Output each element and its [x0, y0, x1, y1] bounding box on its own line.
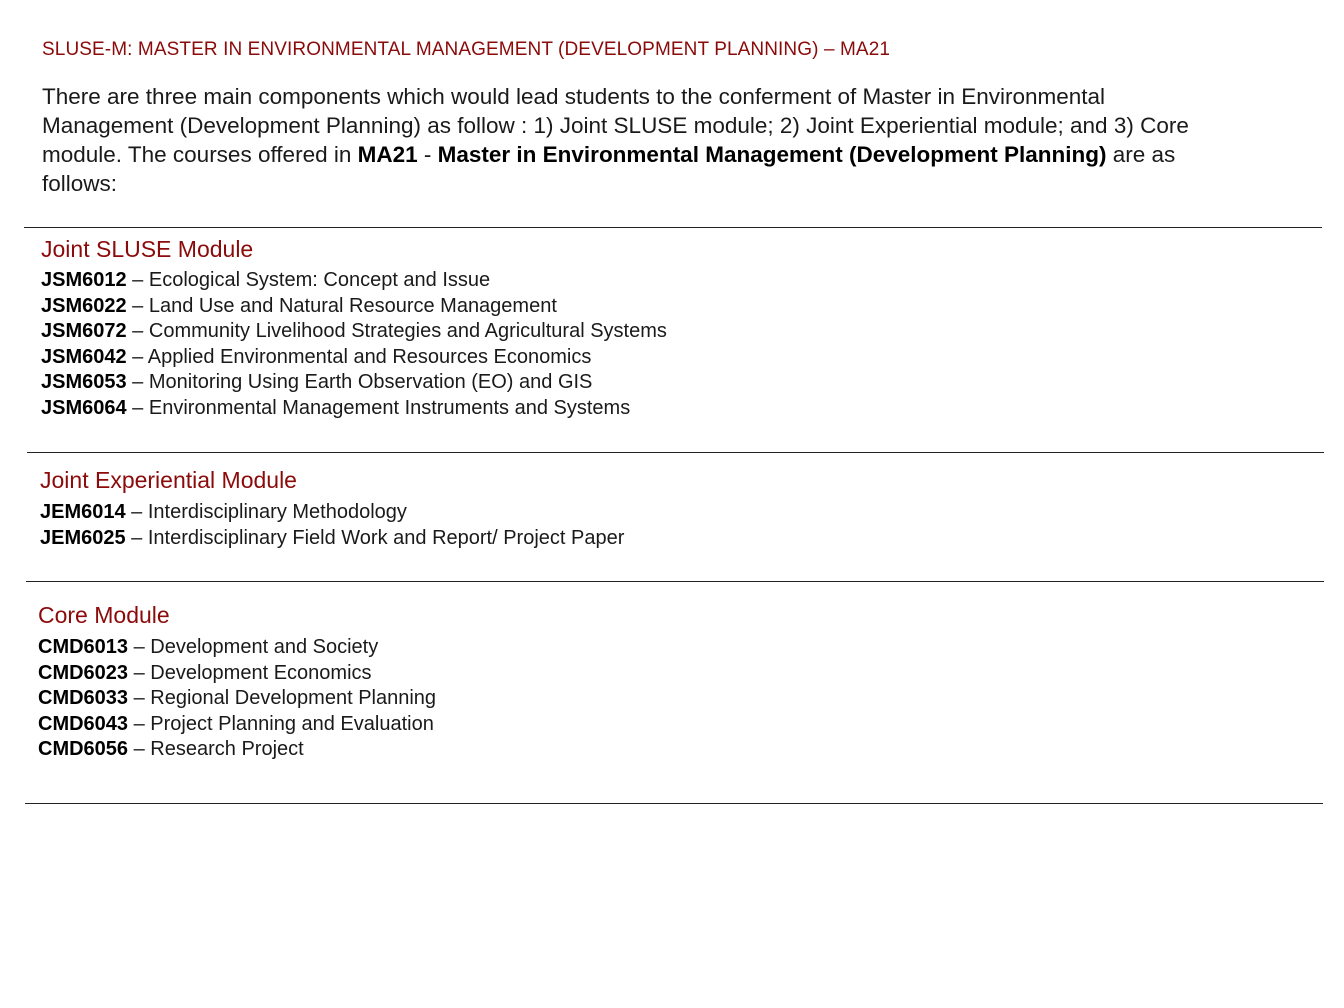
course-code: JEM6014: [40, 501, 126, 523]
course-name: Research Project: [150, 738, 304, 761]
course-code: CMD6013: [38, 636, 129, 658]
course-separator: –: [126, 269, 149, 291]
divider-experiential-core: [26, 581, 1324, 582]
course-list: [40, 500, 624, 551]
course-separator: –: [128, 738, 151, 761]
section-title: Core Module: [38, 602, 170, 628]
divider-sluse-experiential: [27, 452, 1324, 453]
course-name: Land Use and Natural Resource Management: [148, 294, 557, 317]
course-separator: –: [125, 501, 148, 523]
course-code: JEM6025: [40, 526, 126, 549]
program-name: Master in Environmental Management (Development Planning): [437, 142, 1107, 167]
course-name: Development and Society: [150, 636, 379, 658]
course-separator: –: [126, 294, 149, 317]
section-title: Joint Experiential Module: [40, 467, 297, 493]
course-code: CMD6043: [38, 712, 129, 735]
course-separator: –: [128, 712, 151, 735]
course-name: Ecological System: Concept and Issue: [148, 269, 491, 291]
course-code: JSM6064: [41, 396, 127, 419]
course-name: Environmental Management Instruments and Systems: [148, 396, 631, 419]
course-name: Interdisciplinary Field Work and Report/ Project Paper: [147, 526, 625, 549]
list-item: [40, 526, 624, 552]
course-list: [41, 268, 667, 422]
list-item: [38, 635, 436, 661]
course-code: JSM6042: [41, 345, 127, 368]
course-code: JSM6022: [41, 294, 127, 317]
program-code: MA21: [357, 142, 418, 167]
course-separator: –: [125, 526, 148, 549]
course-code: CMD6056: [38, 738, 129, 761]
list-item: [41, 345, 667, 371]
course-separator: –: [126, 371, 149, 394]
intro-dash: -: [417, 142, 438, 167]
list-item: [41, 319, 667, 345]
list-item: [38, 737, 436, 763]
course-separator: –: [128, 636, 151, 658]
course-name: Applied Environmental and Resources Economics: [147, 345, 592, 368]
intro-text-end: are as follows:: [42, 142, 1176, 196]
intro-text-start: There are three main components which would lead students to the conferment of Master in Environmental Management (Development Planning) as follow : 1) Joint SLUSE module; 2) Joint Experiential module; and 3) Core module. The courses offered in: [42, 84, 1189, 167]
course-code: JSM6072: [41, 320, 127, 343]
divider-top: [24, 227, 1322, 228]
list-item: [38, 686, 436, 712]
course-name: Regional Development Planning: [150, 687, 437, 710]
course-code: JSM6053: [41, 371, 127, 394]
course-separator: –: [128, 661, 151, 684]
list-item: [41, 370, 667, 396]
list-item: [40, 500, 624, 526]
list-item: [41, 396, 667, 422]
course-name: Monitoring Using Earth Observation (EO) and GIS: [148, 371, 593, 394]
course-code: CMD6023: [38, 661, 129, 684]
page-title: SLUSE-M: MASTER IN ENVIRONMENTAL MANAGEMENT (DEVELOPMENT PLANNING) – MA21: [42, 39, 891, 60]
section-title: Joint SLUSE Module: [41, 236, 254, 262]
list-item: [38, 712, 436, 738]
divider-bottom: [25, 803, 1323, 804]
list-item: [38, 661, 436, 687]
course-separator: –: [126, 320, 149, 343]
course-separator: –: [126, 396, 149, 419]
course-code: JSM6012: [41, 269, 127, 291]
course-separator: –: [128, 687, 151, 710]
list-item: [41, 294, 667, 320]
course-name: Community Livelihood Strategies and Agricultural Systems: [148, 320, 667, 343]
course-name: Development Economics: [150, 661, 372, 684]
course-code: CMD6033: [38, 687, 129, 710]
course-name: Interdisciplinary Methodology: [147, 501, 407, 523]
intro-paragraph: [42, 82, 1232, 198]
list-item: [41, 268, 667, 294]
course-name: Project Planning and Evaluation: [150, 712, 434, 735]
course-list: [38, 635, 436, 763]
course-separator: –: [126, 345, 148, 368]
